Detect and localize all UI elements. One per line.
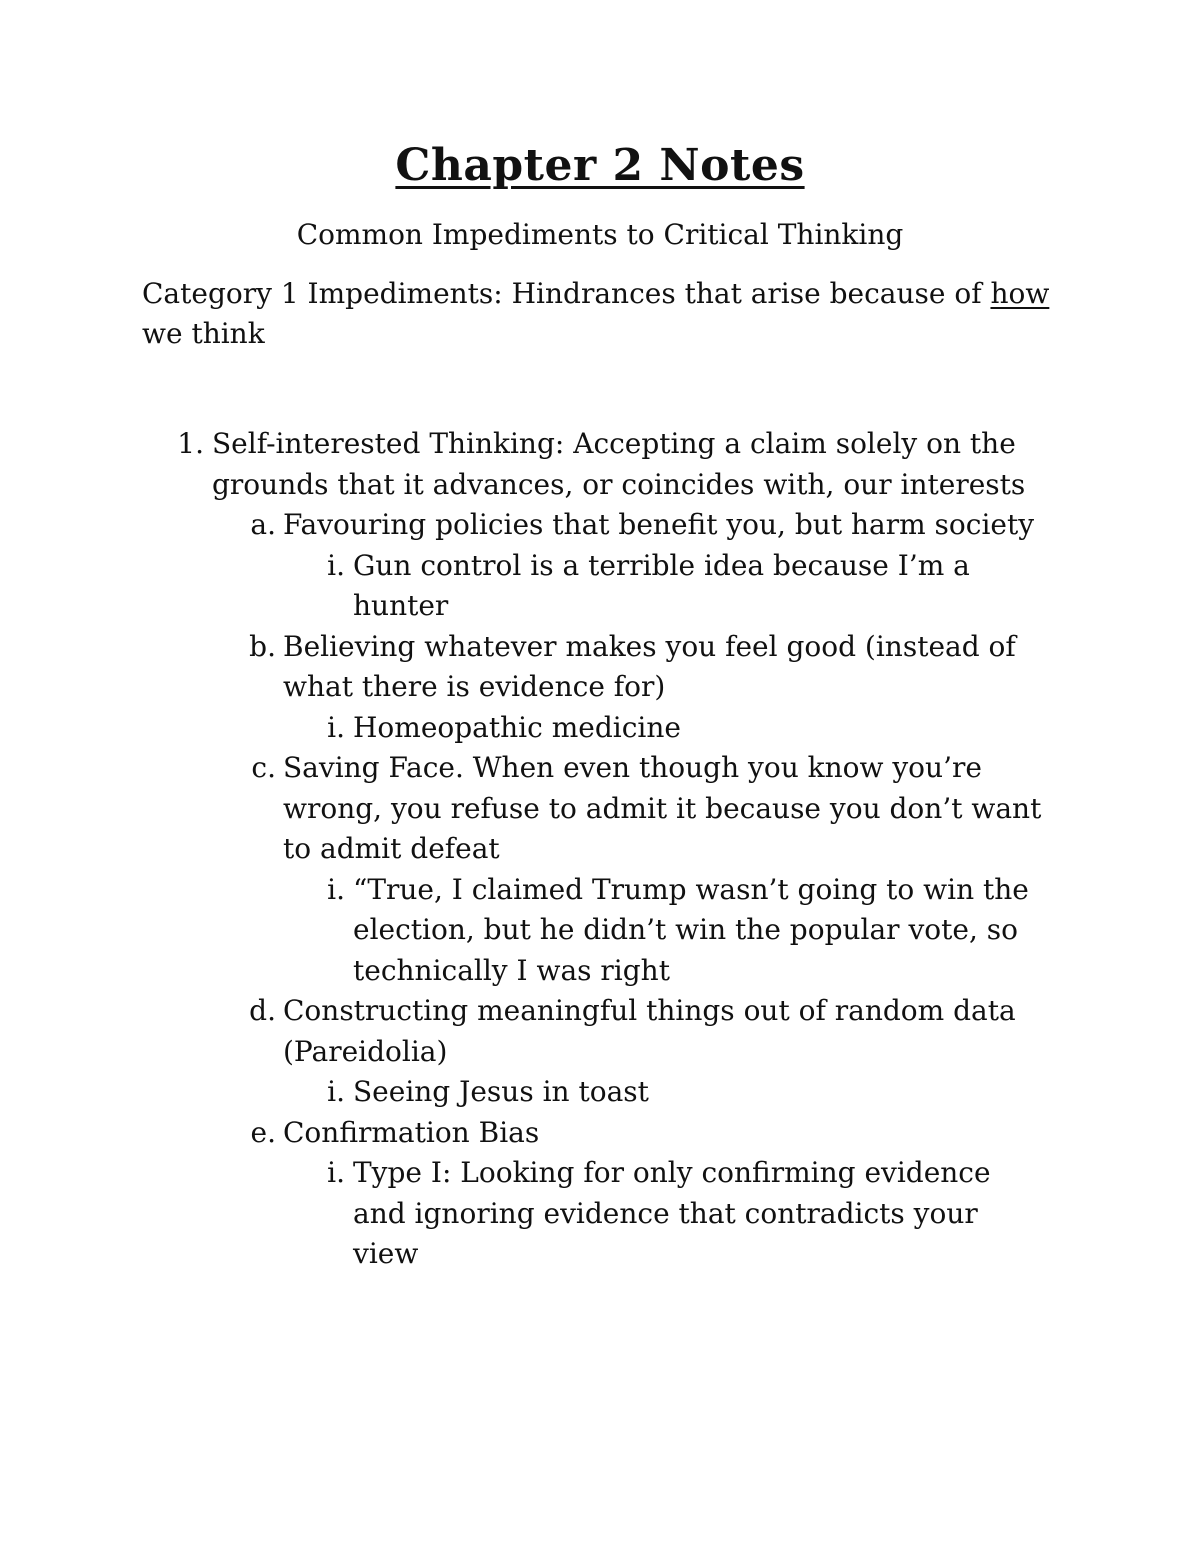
list-item-1a	[0, 505, 1200, 546]
list-marker: 1.	[177, 427, 204, 460]
list-marker: i.	[327, 1156, 345, 1189]
list-marker: i.	[327, 548, 345, 582]
list-item-text: Saving Face. When even though you know you’re wrong, you refuse to admit it because you don’t want to admit defeat	[283, 751, 1042, 865]
list-item-1b-i	[0, 708, 1200, 749]
list-item-1a-i	[0, 546, 1200, 627]
list-item-1d	[0, 991, 1200, 1072]
list-marker: c.	[251, 751, 276, 784]
list-item-text: Favouring policies that benefit you, but harm society	[283, 508, 1035, 541]
list-item-1c	[0, 748, 1200, 870]
list-item-1c-i	[0, 870, 1200, 992]
list-item-1e-i	[0, 1153, 1200, 1275]
list-item-text: Homeopathic medicine	[353, 710, 681, 744]
list-marker: b.	[249, 629, 276, 663]
list-item-text: Confirmation Bias	[283, 1115, 540, 1149]
category-text-start: Category 1 Impediments: Hindrances that arise because of	[142, 277, 991, 310]
list-item-text: Seeing Jesus in toast	[353, 1075, 649, 1108]
page-title: Chapter 2 Notes	[395, 140, 805, 191]
list-marker: i.	[327, 710, 345, 744]
list-item-text: Type I: Looking for only confirming evidence and ignoring evidence that contradicts your view	[353, 1156, 991, 1270]
notes-outline	[0, 424, 1200, 1275]
category-heading	[142, 274, 1072, 354]
list-item-text: Self-interested Thinking: Accepting a claim solely on the grounds that it advances, or coincides with, our interests	[212, 427, 1026, 501]
list-item-1	[0, 424, 1200, 505]
list-item-1b	[0, 627, 1200, 708]
list-marker: e.	[250, 1115, 276, 1149]
list-marker: a.	[250, 508, 276, 541]
list-item-text: Believing whatever makes you feel good (instead of what there is evidence for)	[283, 629, 1016, 703]
list-marker: i.	[327, 1075, 345, 1108]
category-underlined-word: how	[990, 277, 1050, 310]
list-item-text: Gun control is a terrible idea because I’m a hunter	[353, 548, 970, 622]
list-marker: i.	[327, 872, 345, 906]
category-text-end: we think	[142, 317, 265, 350]
list-item-text: Constructing meaningful things out of random data (Pareidolia)	[283, 994, 1016, 1068]
list-item-1e	[0, 1113, 1200, 1154]
list-item-text: “True, I claimed Trump wasn’t going to win the election, but he didn’t win the popular vote, so technically I was right	[353, 872, 1029, 987]
page-subtitle: Common Impediments to Critical Thinking	[296, 218, 904, 251]
list-marker: d.	[249, 994, 276, 1027]
list-item-1d-i	[0, 1072, 1200, 1113]
